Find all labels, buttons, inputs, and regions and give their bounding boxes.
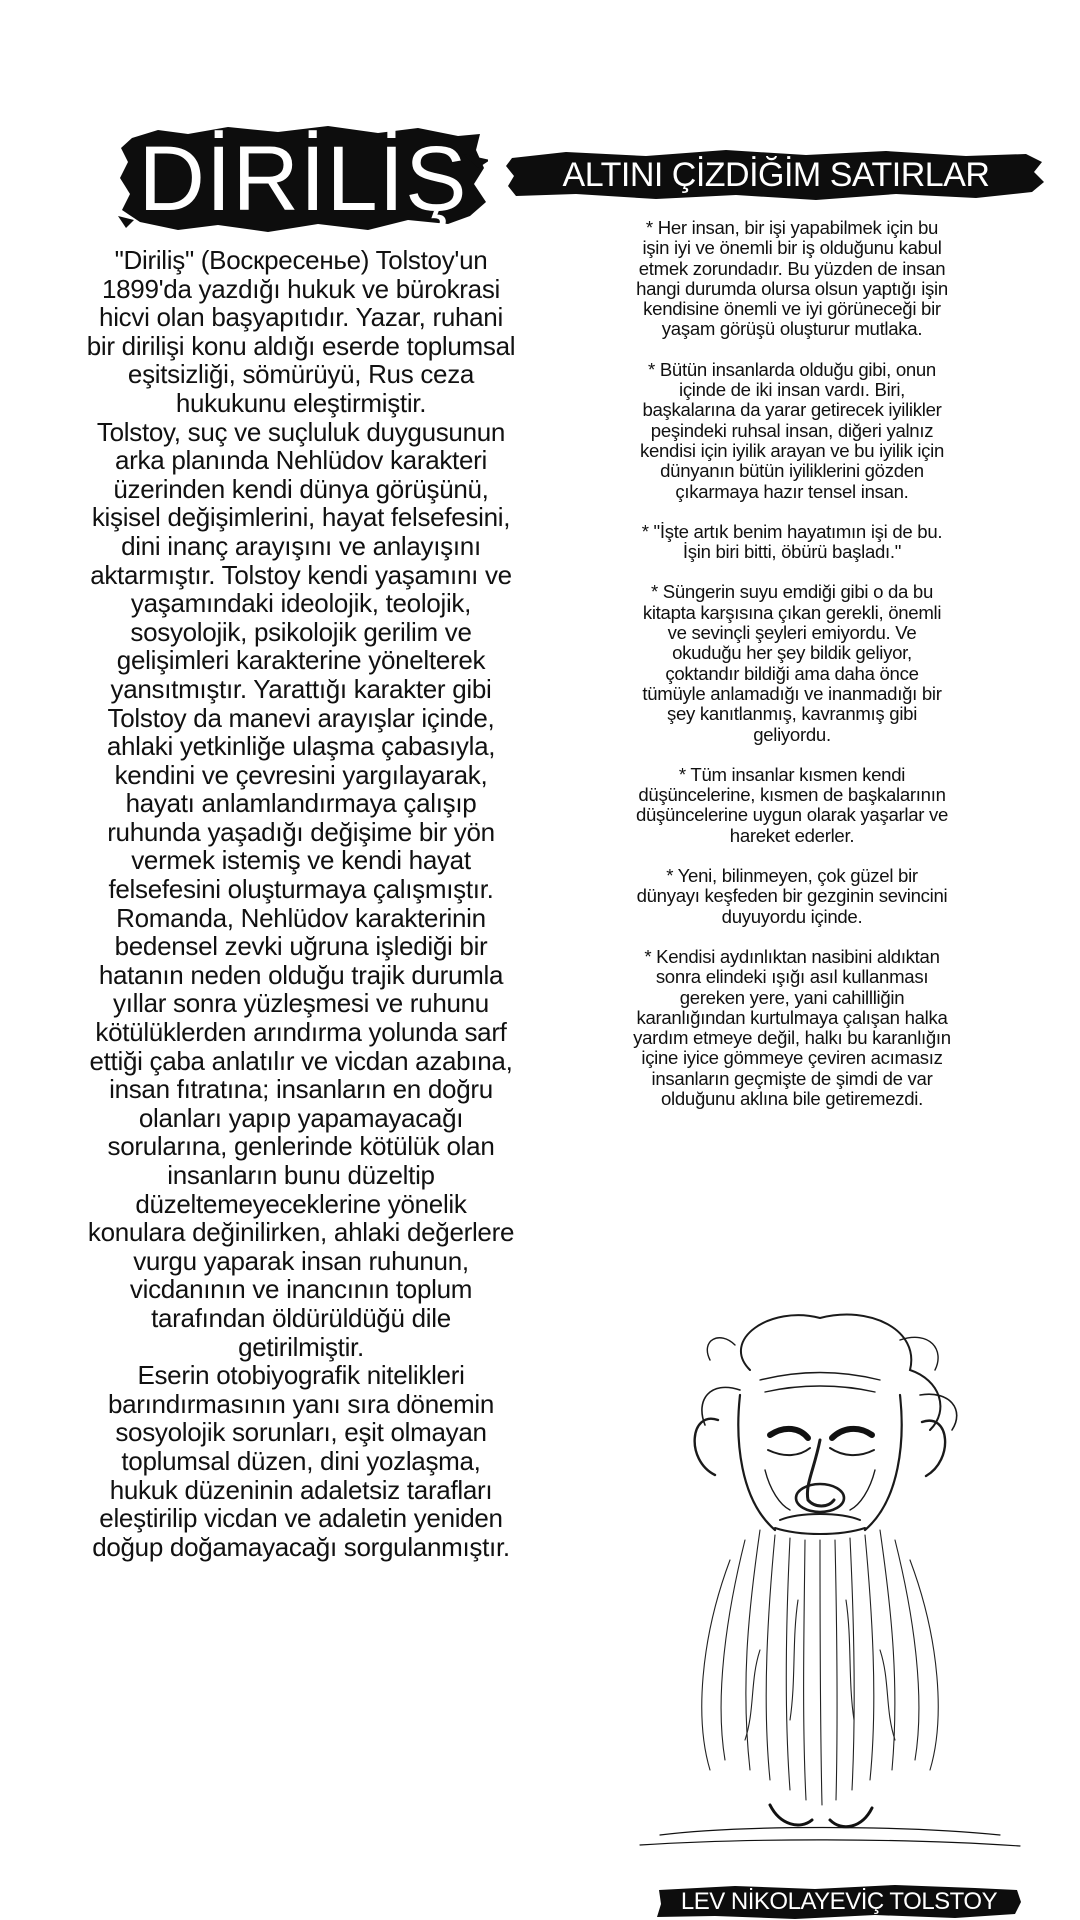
title-banner (118, 124, 488, 234)
quote-item: * "İşte artık benim hayatımın işi de bu. İşin biri bitti, öbürü başladı." (641, 520, 943, 563)
summary-paragraph: Eserin otobiyografik nitelikleri barındırmasının yanı sıra dönemin sosyolojik sorunları, eşit olmayan toplumsal düzen, dini yozlaşma, hukuk düzeninin adaletsiz tarafları eleştirilip vicdan ve adaletin yeniden doğup doğamayacağı sorgulanmıştır. (92, 1360, 510, 1562)
quote-item: * Süngerin suyu emdiği gibi o da bu kitapta karşısına çıkan gerekli, önemli ve sevinçli şeyleri emiyordu. Ve okuduğu her şey bildik geliyor, çoktandır bildiği ama daha önce tümüyle anlamadığı ve inanmadığı bir şey kanıtlanmış, kavranmış gibi geliyordu. (642, 581, 942, 745)
portrait-sketch-icon (600, 1300, 1040, 1860)
tolstoy-portrait-illustration (600, 1300, 1040, 1860)
summary-paragraph: Romanda, Nehlüdov karakterinin bedensel zevki uğruna işlediği bir hatanın neden olduğu trajik durumla yıllar sonra yüzleşmesi ve ruhunu kötülüklerden arındırma yolunda sarf ettiği çaba anlatılır ve vicdan azabına, insan fıtratına; insanların en doğru olanları yapıp yapamayacağı sorularına, genlerinde kötülük olan insanların bunu düzeltip düzeltemeyeceklerine yönelik konulara değinilirken, ahlaki değerlere vurgu yaparak insan ruhunun, vicdanının ve inancının toplum tarafından öldürüldüğü dile getirilmiştir. (87, 902, 515, 1362)
quote-item: * Tüm insanlar kısmen kendi düşüncelerine, kısmen de başkalarının düşüncelerine uygun olarak yaşarlar ve hareket ederler. (635, 763, 949, 846)
section-heading: ALTINI ÇİZDİĞİM SATIRLAR (562, 156, 990, 194)
page-title: DİRİLİŞ (138, 128, 468, 230)
section-heading-banner (506, 148, 1046, 202)
quotes-column (633, 218, 951, 1129)
summary-paragraph: "Diriliş" (Воскресенье) Tolstoy'un 1899'da yazdığı hukuk ve bürokrasi hicvi olan başyapıtıdır. Yazar, ruhani bir dirilişi konu aldığı eserde toplumsal eşitsizliği, sömürüyü, Rus ceza hukukunu eleştirmiştir. (86, 245, 516, 418)
author-caption: LEV NİKOLAYEVİÇ TOLSTOY (680, 1888, 998, 1915)
summary-text-column (86, 246, 516, 1561)
quote-item: * Bütün insanlarda olduğu gibi, onun içinde de iki insan vardı. Biri, başkalarına da yarar getirecek iyilikler peşindeki ruhsal insan, diğeri yalnız kendisi için iyilik arayan ve bu iyilik için dünyanın bütün iyiliklerini gözden çıkarmaya hazır tensel insan. (639, 358, 945, 502)
caption-banner (655, 1884, 1023, 1920)
quote-item: * Yeni, bilinmeyen, çok güzel bir dünyayı keşfeden bir gezginin sevincini duyuyordu içinde. (636, 865, 948, 927)
quote-item: * Her insan, bir işi yapabilmek için bu işin iyi ve önemli bir iş olduğunu kabul etmek zorundadır. Bu yüzden de insan hangi durumda olursa olsun yaptığı işin kendisine önemli ve iyi görüneceği bir yaşam görüşü oluşturur mutlaka. (636, 217, 948, 340)
summary-paragraph: Tolstoy, suç ve suçluluk duygusunun arka planında Nehlüdov karakteri üzerinden kendi dünya görüşünü, kişisel değişimlerini, hayat felsefesini, dini inanç arayışını ve anlayışını aktarmıştır. Tolstoy kendi yaşamını ve yaşamındaki ideolojik, teolojik, sosyolojik, psikolojik gerilim ve gelişimleri karakterine yönelterek yansıtmıştır. Yarattığı karakter gibi Tolstoy da manevi arayışlar içinde, ahlaki yetkinliğe ulaşma çabasıyla, kendini ve çevresini yargılayarak, hayatı anlamlandırmaya çalışıp ruhunda yaşadığı değişime bir yön vermek istemiş ve kendi hayat felsefesini oluşturmaya çalışmıştır. (90, 416, 512, 905)
quote-item: * Kendisi aydınlıktan nasibini aldıktan sonra elindeki ışığı asıl kullanması gereken yere, yani cahillliğin karanlığından kurtulmaya çalışan halka yardım etmeye değil, halkı bu karanlığın içine iyice gömmeye çeviren acımasız insanların geçmişte de şimdi de var olduğunu aklına bile getiremezdi. (633, 945, 951, 1109)
